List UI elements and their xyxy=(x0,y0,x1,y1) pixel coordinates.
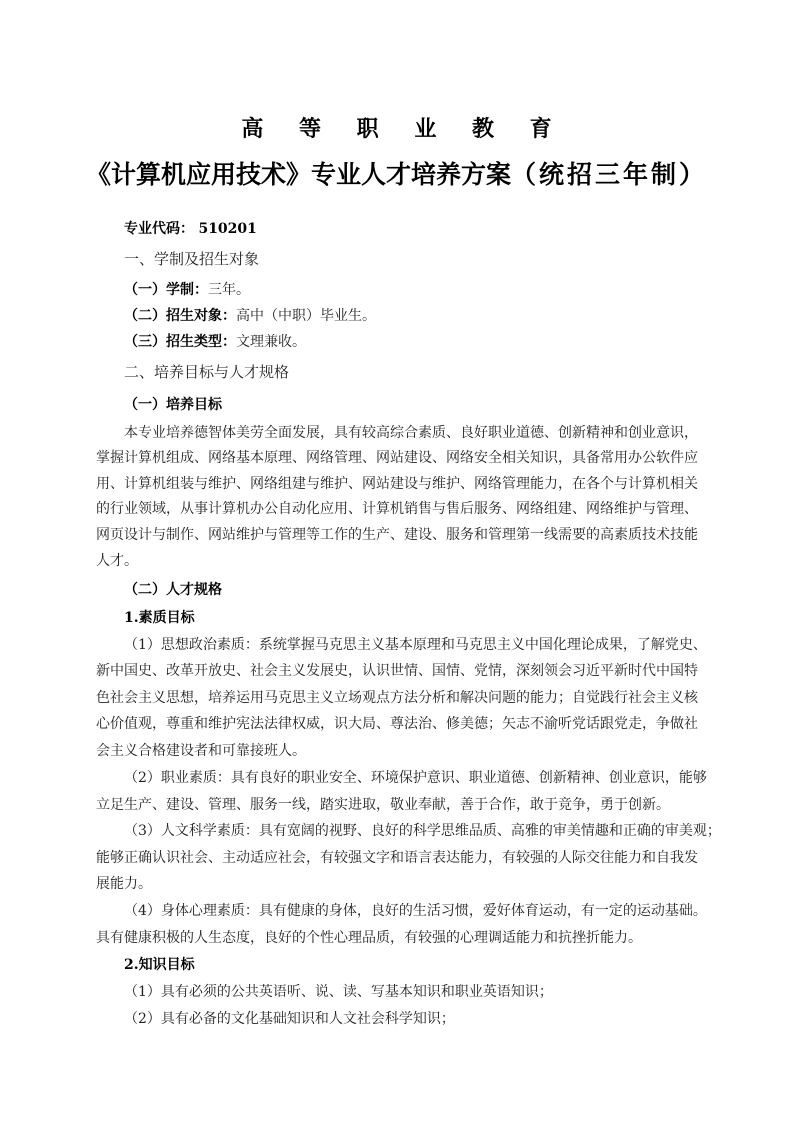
training-goal-heading: （一）培养目标 xyxy=(124,397,222,413)
section1-item-target xyxy=(124,307,376,325)
quality-p1-line: 新中国史、改革开放史、社会主义发展史，认识世情、国情、党情，深刻领会习近平新时代中国特 xyxy=(96,663,698,679)
title-main: 《计算机应用技术》专业人才培养方案 xyxy=(85,160,511,189)
training-goal-line: 人才。 xyxy=(96,553,138,569)
training-goal-line: 掌握计算机组成、网络基本原理、网络管理、网站建设、网络安全相关知识，具备常用办公软件应 xyxy=(96,450,698,466)
knowledge-item: （2）具有必备的文化基础知识和人文社会科学知识； xyxy=(124,1011,455,1027)
title-paren: （统招三年制） xyxy=(511,160,708,189)
quality-p3-line: 能够正确认识社会、主动适应社会，有较强文字和语言表达能力，有较强的人际交往能力和自我发 xyxy=(96,850,698,866)
item-label: （三）招生类型： xyxy=(124,334,236,350)
knowledge-item: （1）具有必须的公共英语听、说、读、写基本知识和职业英语知识； xyxy=(124,984,553,1000)
quality-p3-line: （3）人文科学素质：具有宽阔的视野、良好的科学思维品质、高雅的审美情趣和正确的审美观； xyxy=(124,823,721,839)
training-goal-line: 的行业领域，从事计算机办公自动化应用、计算机销售与售后服务、网络组建、网络维护与管理、 xyxy=(96,501,698,517)
document-title xyxy=(0,155,793,191)
training-goal-line: 用、计算机组装与维护、网络组建与维护、网站建设与维护、网络管理能力，在各个与计算机相关 xyxy=(96,476,698,492)
section1-item-type xyxy=(124,333,306,351)
quality-p2-line: 立足生产、建设、管理、服务一线，踏实进取，敬业奉献，善于合作，敢于竞争，勇于创新。 xyxy=(96,797,670,813)
talent-spec-heading: （二）人才规格 xyxy=(124,582,222,598)
section2-heading: 二、培养目标与人才规格 xyxy=(124,363,290,381)
item-value: 文理兼收。 xyxy=(236,334,306,350)
institution-heading: 高 等 职 业 教 育 xyxy=(241,116,566,142)
knowledge-goal-heading: 2.知识目标 xyxy=(124,957,195,973)
quality-p4-line: 具有健康积极的人生态度，良好的个性心理品质，有较强的心理调适能力和抗挫折能力。 xyxy=(96,930,642,946)
quality-p3-line: 展能力。 xyxy=(96,876,152,892)
quality-p1-line: 会主义合格建设者和可靠接班人。 xyxy=(96,743,306,759)
training-goal-line: 本专业培养德智体美劳全面发展，具有较高综合素质、良好职业道德、创新精神和创业意识， xyxy=(124,425,698,441)
training-goal-line: 网页设计与制作、网站维护与管理等工作的生产、建设、服务和管理第一线需要的高素质技术技能 xyxy=(96,527,698,543)
quality-p4-line: （4）身体心理素质：具有健康的身体，良好的生活习惯，爱好体育运动，有一定的运动基础。 xyxy=(124,903,707,919)
major-code xyxy=(124,220,257,238)
major-code-label: 专业代码： xyxy=(124,221,194,237)
quality-p2-line: （2）职业素质：具有良好的职业安全、环境保护意识、职业道德、创新精神、创业意识，能够 xyxy=(124,770,707,786)
section1-heading: 一、学制及招生对象 xyxy=(124,250,260,268)
item-value: 高中（中职）毕业生。 xyxy=(236,308,376,324)
quality-p1-line: （1）思想政治素质：系统掌握马克思主义基本原理和马克思主义中国化理论成果，了解党史、 xyxy=(124,637,707,653)
item-label: （二）招生对象： xyxy=(124,308,236,324)
major-code-value: 510201 xyxy=(198,221,257,237)
quality-goal-heading: 1.素质目标 xyxy=(124,610,195,626)
section1-item-duration xyxy=(124,281,250,299)
item-value: 三年。 xyxy=(208,282,250,298)
item-label: （一）学制： xyxy=(124,282,208,298)
quality-p1-line: 心价值观，尊重和维护宪法法律权威，识大局、尊法治、修美德；矢志不渝听党话跟党走，争做社 xyxy=(96,716,698,732)
quality-p1-line: 色社会主义思想，培养运用马克思主义立场观点方法分析和解决问题的能力；自觉践行社会主义核 xyxy=(96,690,698,706)
